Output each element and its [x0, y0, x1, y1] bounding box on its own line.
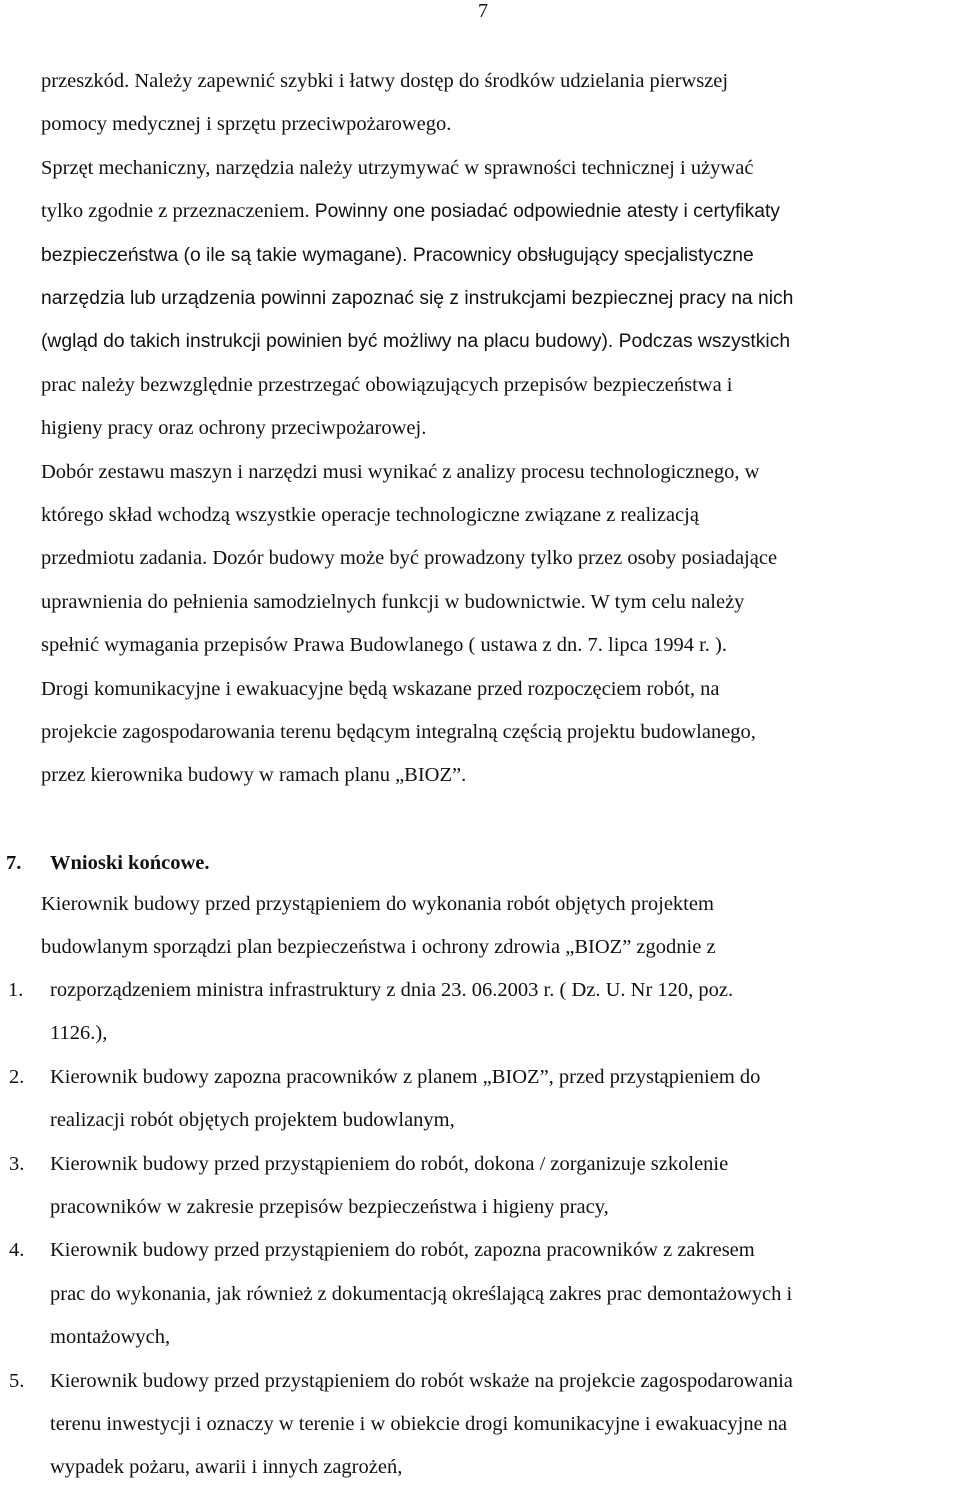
- body-text-segment: przedmiotu zadania. Dozór budowy może być prowadzony tylko przez osoby posiadające: [41, 547, 778, 570]
- section-title: Wnioski końcowe.: [50, 852, 210, 874]
- section-heading: [6, 852, 209, 875]
- body-text-segment: którego skład wchodzą wszystkie operacje technologiczne związane z realizacją: [41, 504, 699, 526]
- body-line: [41, 634, 727, 657]
- list-item-line: montażowych,: [50, 1326, 171, 1349]
- body-line: [41, 417, 426, 440]
- list-item-line: Kierownik budowy przed przystąpieniem do robót, dokona / zorganizuje szkolenie: [50, 1152, 729, 1175]
- body-line: [41, 591, 744, 614]
- body-text-segment: Dobór zestawu maszyn i narzędzi musi wynikać z analizy procesu technologicznego, w: [41, 460, 760, 483]
- list-item-line: realizacji robót objętych projektem budowlanym,: [50, 1109, 455, 1132]
- body-text-segment: pomocy medycznej i sprzętu przeciwpożarowego.: [41, 113, 452, 136]
- section-number: 7.: [6, 852, 22, 874]
- body-text-segment: projekcie zagospodarowania terenu będącym integralną częścią projektu budowlanego,: [41, 721, 756, 743]
- body-text-segment: Powinny one posiadać odpowiednie atesty i certyfikaty: [314, 201, 780, 223]
- list-item-line: rozporządzeniem ministra infrastruktury z dnia 23. 06.2003 r. ( Dz. U. Nr 120, poz.: [50, 979, 734, 1001]
- list-item-number: 3.: [9, 1152, 25, 1175]
- body-line: [41, 244, 754, 267]
- list-item-line: 1126.),: [50, 1022, 108, 1045]
- body-text-segment: bezpieczeństwa (o ile są takie wymagane). Pracownicy obsługujący specjalistyczne: [41, 244, 754, 266]
- body-line: [41, 287, 793, 310]
- body-line: [41, 721, 756, 744]
- body-line: [41, 200, 780, 223]
- body-line: [41, 157, 753, 180]
- body-line: [41, 547, 777, 570]
- list-item-line: Kierownik budowy przed przystąpieniem do robót, zapozna pracowników z zakresem: [50, 1239, 755, 1262]
- intro-line: Kierownik budowy przed przystąpieniem do wykonania robót objętych projektem: [41, 893, 714, 915]
- list-item-line: prac do wykonania, jak również z dokumentacją określającą zakres prac demontażowych i: [50, 1282, 793, 1305]
- list-item-number: 4.: [9, 1239, 25, 1262]
- body-text-segment: higieny pracy oraz ochrony przeciwpożarowej.: [41, 417, 427, 440]
- body-line: [41, 374, 733, 397]
- body-line: [41, 70, 728, 93]
- body-line: [41, 504, 699, 527]
- body-text-segment: (wgląd do takich instrukcji powinien być możliwy na placu budowy). Podczas wszystkich: [41, 331, 791, 353]
- list-item-line: pracowników w zakresie przepisów bezpieczeństwa i higieny pracy,: [50, 1196, 609, 1218]
- body-text-segment: uprawnienia do pełnienia samodzielnych funkcji w budownictwie. W tym celu należy: [41, 590, 745, 613]
- body-text-segment: narzędzia lub urządzenia powinni zapoznać się z instrukcjami bezpiecznej pracy na nich: [41, 288, 794, 309]
- body-text-segment: przeszkód. Należy zapewnić szybki i łatwy dostęp do środków udzielania pierwszej: [41, 70, 729, 92]
- body-line: [41, 764, 466, 787]
- list-item-number: 5.: [9, 1369, 25, 1392]
- body-line: [41, 330, 790, 353]
- list-item-number: 2.: [9, 1065, 25, 1088]
- list-item-line: terenu inwestycji i oznaczy w terenie i w obiekcie drogi komunikacyjne i ewakuacyjne na: [50, 1413, 788, 1435]
- list-item-line: Kierownik budowy zapozna pracowników z planem „BIOZ”, przed przystąpieniem do: [50, 1065, 761, 1088]
- body-text-segment: Drogi komunikacyjne i ewakuacyjne będą wskazane przed rozpoczęciem robót, na: [41, 677, 720, 700]
- body-text-segment: spełnić wymagania przepisów Prawa Budowlanego ( ustawa z dn. 7. lipca 1994 r. ).: [41, 634, 727, 657]
- page-number: 7: [478, 0, 488, 22]
- body-text-segment: Sprzęt mechaniczny, narzędzia należy utrzymywać w sprawności technicznej i używać: [41, 156, 754, 179]
- body-line: [41, 678, 719, 701]
- intro-line: budowlanym sporządzi plan bezpieczeństwa i ochrony zdrowia „BIOZ” zgodnie z: [41, 936, 716, 959]
- list-item-line: Kierownik budowy przed przystąpieniem do robót wskaże na projekcie zagospodarowania: [50, 1369, 793, 1392]
- body-line: [41, 113, 451, 136]
- body-line: [41, 461, 759, 484]
- list-item-number: 1.: [8, 979, 24, 1001]
- list-item-line: wypadek pożaru, awarii i innych zagrożeń,: [50, 1456, 403, 1479]
- body-text-segment: prac należy bezwzględnie przestrzegać obowiązujących przepisów bezpieczeństwa i: [41, 373, 733, 396]
- body-text-segment: przez kierownika budowy w ramach planu „BIOZ”.: [41, 764, 467, 787]
- body-text-segment: tylko zgodnie z przeznaczeniem.: [41, 200, 315, 223]
